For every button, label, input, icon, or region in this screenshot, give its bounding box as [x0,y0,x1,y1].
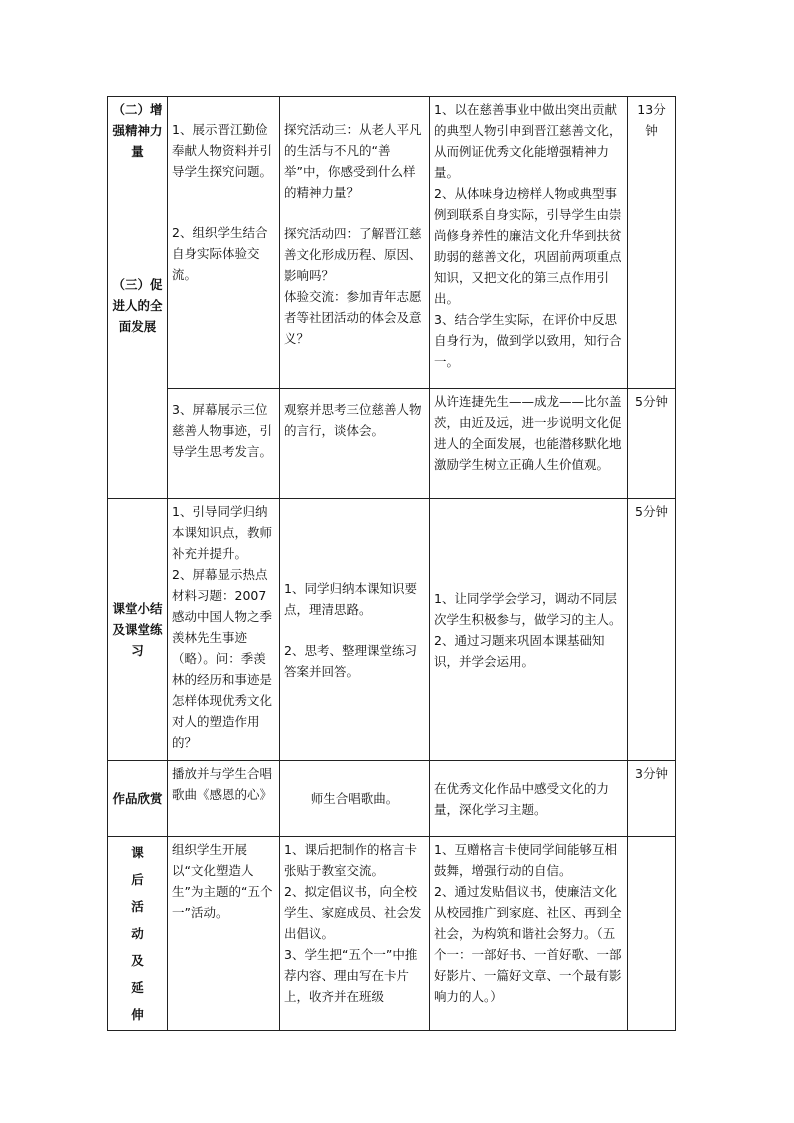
design-intent: 2、从体味身边榜样人物或典型事例到联系自身实际，引导学生由崇尚修身养性的廉洁文化升华到扶贫助弱的慈善文化，巩固前两项重点知识，又把文化的第三点作用引出。 [434,186,622,306]
design-intent: 3、结合学生实际，在评价中反思自身行为，做到学以致用，知行合一。 [434,312,622,369]
teacher-activity: 2、组织学生结合自身实际体验交流。 [172,225,268,282]
student-activity-cell [280,499,430,761]
table-row [108,499,676,761]
student-activity: 1、课后把制作的格言卡张贴于教室交流。 [284,842,417,878]
student-activity: 2、拟定倡议书，向全校学生、家庭成员、社会发出倡议。 [284,884,422,941]
teacher-activity-cell [168,761,280,837]
design-intent: 在优秀文化作品中感受文化的力量，深化学习主题。 [434,780,610,817]
student-activity: 探究活动四：了解晋江慈善文化形成历程、原因、影响吗？ [284,226,422,283]
table-row [108,837,676,1031]
student-activity: 3、学生把“五个一”中推荐内容、理由写在卡片上，收齐并在班级 [284,947,418,1004]
student-activity: 师生合唱歌曲。 [310,791,399,806]
table-row [108,389,676,499]
design-intent: 1、以在慈善事业中做出突出贡献的典型人物引申到晋江慈善文化，从而例证优秀文化能增强精神力量。 [434,102,622,180]
teacher-activity: 播放并与学生合唱歌曲《感恩的心》 [172,766,273,802]
stage-label: 课后活动及延伸 [131,845,144,1022]
table-row [108,761,676,837]
time-cell: 5分钟 [628,499,676,761]
lesson-plan-table [107,96,676,1031]
design-intent-cell [430,761,628,837]
design-intent-cell [430,499,628,761]
design-intent-cell [430,389,628,499]
design-intent: 2、通过习题来巩固本课基础知识，并学会运用。 [434,632,605,669]
time-cell: 3分钟 [628,761,676,837]
teacher-activity: 2、屏幕显示热点材料习题：2007感动中国人物之季羡林先生事迹（略）。问：季羡林的经历和事迹是怎样体现优秀文化对人的塑造作用的？ [172,567,273,750]
teacher-activity: 1、引导同学归纳本课知识点，教师补充并提升。 [172,504,273,561]
teacher-activity-cell [168,389,280,499]
design-intent-cell [430,837,628,1031]
stage-cell: 课堂小结及课堂练习 [108,499,168,761]
student-activity-cell [280,761,430,837]
design-intent: 从许连捷先生——成龙——比尔盖茨，由近及远，进一步说明文化促进人的全面发展，也能潜移默化地激励学生树立正确人生价值观。 [434,394,622,472]
stage-cell: 作品欣赏 [108,761,168,837]
stage-cell [108,97,168,499]
time-cell: 13分钟 [628,97,676,389]
teacher-activity-cell [168,499,280,761]
teacher-activity: 3、屏幕展示三位慈善人物事迹，引导学生思考发言。 [172,402,273,459]
student-activity-cell [280,837,430,1031]
student-activity: 1、同学归纳本课知识要点，理清思路。 [284,580,417,617]
design-intent-cell [430,97,628,389]
student-activity: 观察并思考三位慈善人物的言行，谈体会。 [284,402,422,438]
student-activity: 探究活动三：从老人平凡的生活与不凡的“善举”中，你感受到什么样的精神力量？ [284,122,422,200]
student-activity: 体验交流：参加青年志愿者等社团活动的体会及意义？ [284,289,422,346]
design-intent: 2、通过发贴倡议书，使廉洁文化从校园推广到家庭、社区、再到全社会，为构筑和谐社会努力。（五个一：一部好书、一首好歌、一部好影片、一篇好文章、一个最有影响力的人。） [434,884,622,1004]
student-activity-cell [280,389,430,499]
stage-label: （二）增强精神力量 [112,102,163,159]
teacher-activity-cell [168,97,280,389]
table-row [108,97,676,389]
teacher-activity: 组织学生开展以“文化塑造人生”为主题的“五个一”活动。 [172,842,273,920]
time-cell: 5分钟 [628,389,676,499]
student-activity: 2、思考、整理课堂练习答案并回答。 [284,642,417,679]
student-activity-cell [280,97,430,389]
stage-label: （三）促进人的全面发展 [112,277,163,334]
time-cell [628,837,676,1031]
stage-cell [108,837,168,1031]
teacher-activity-cell [168,837,280,1031]
teacher-activity: 1、展示晋江勤俭奉献人物资料并引导学生探究问题。 [172,122,273,179]
design-intent: 1、互赠格言卡使同学间能够互相鼓舞，增强行动的自信。 [434,842,617,878]
design-intent: 1、让同学学会学习，调动不同层次学生积极参与，做学习的主人。 [434,590,622,627]
